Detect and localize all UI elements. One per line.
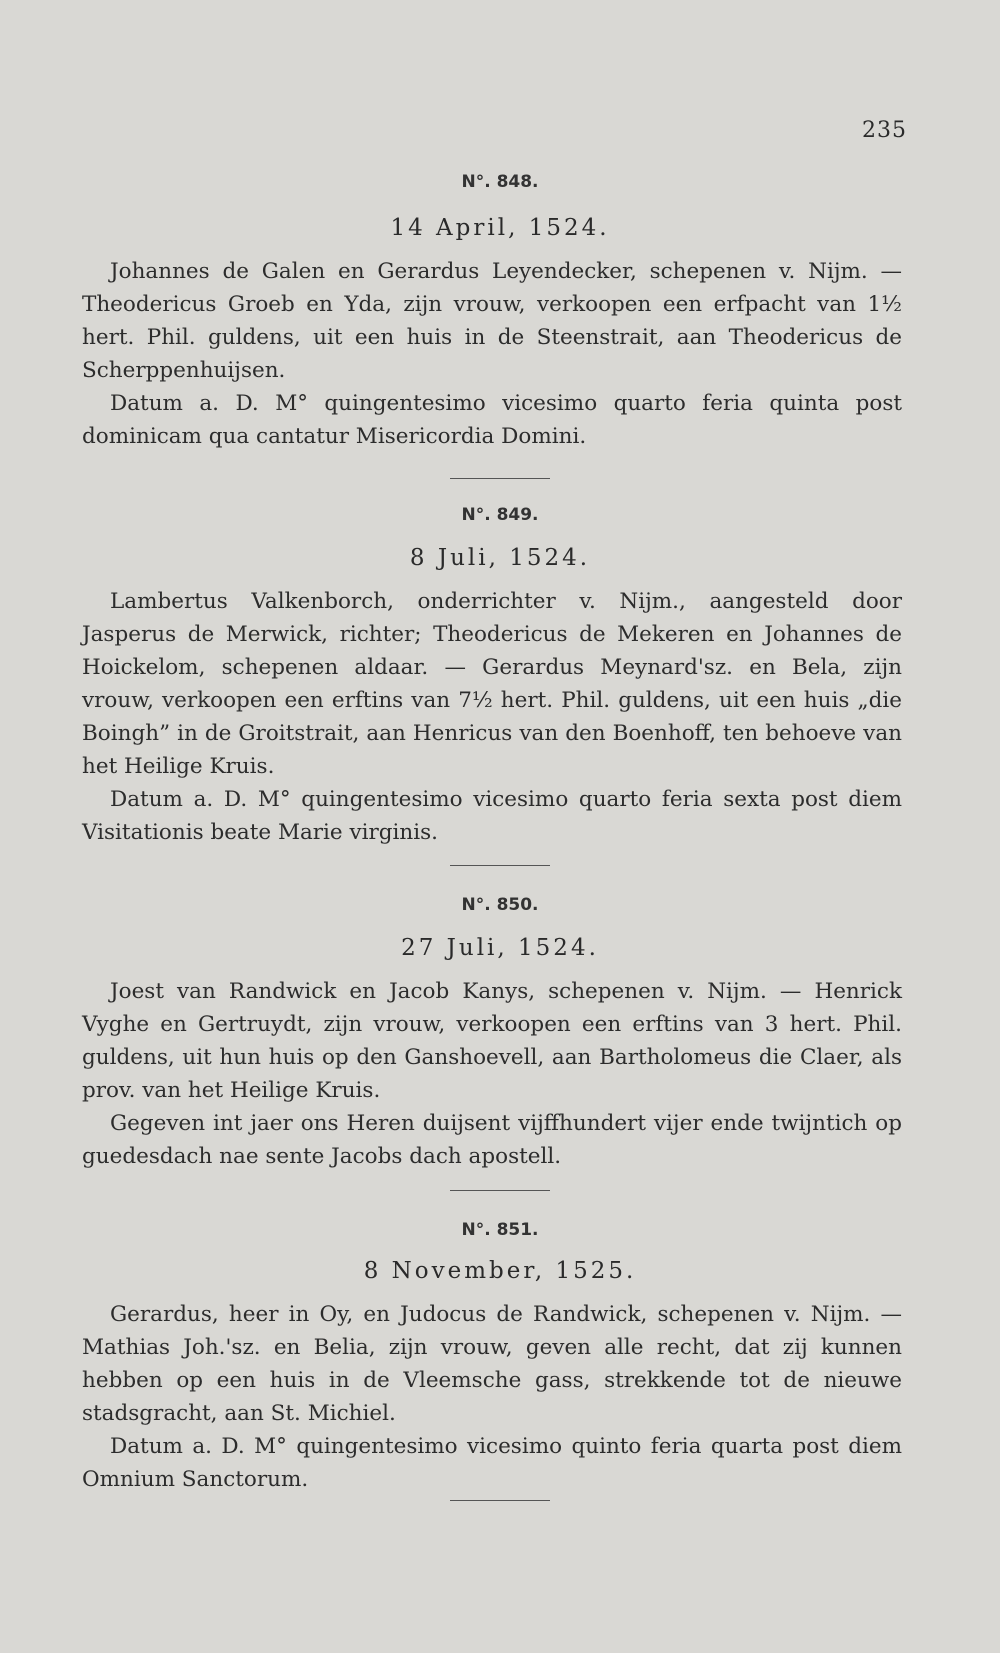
entry-number: N°. 850. — [461, 895, 539, 915]
page-number: 235 — [862, 118, 907, 143]
entry-number: N°. 849. — [461, 505, 539, 525]
entry-paragraph: Gegeven int jaer ons Heren duijsent vijffhundert vijer ende twijntich op guedesdach nae sente Jacobs dach apostell. — [82, 1111, 902, 1169]
entry-date: 27 Juli, 1524. — [401, 935, 599, 961]
separator-rule — [450, 865, 550, 866]
entry-paragraph: Lambertus Valkenborch, onderrichter v. Nijm., aangesteld door Jasperus de Merwick, richter; Theodericus de Mekeren en Johannes de Hoickelom, schepenen aldaar. — Gerardus Meynard'sz. en Bela, zijn vrouw, verkoopen een erftins van 7½ hert. Phil. guldens, uit een huis „die Boingh” in de Groitstrait, aan Henricus van den Boenhoff, ten behoeve van het Heilige Kruis. — [82, 589, 902, 779]
entry-body — [82, 1298, 902, 1496]
separator-rule — [450, 1500, 550, 1501]
entry-number: N°. 848. — [461, 172, 539, 192]
entry-paragraph: Joest van Randwick en Jacob Kanys, schepenen v. Nijm. — Henrick Vyghe en Gertruydt, zijn vrouw, verkoopen een erftins van 3 hert. Phil. guldens, uit hun huis op den Ganshoevell, aan Bartholomeus die Claer, als prov. van het Heilige Kruis. — [82, 979, 902, 1103]
entry-body — [82, 585, 902, 849]
entry-paragraph: Johannes de Galen en Gerardus Leyendecker, schepenen v. Nijm. — Theodericus Groeb en Yda, zijn vrouw, verkoopen een erfpacht van 1½ hert. Phil. guldens, uit een huis in de Steenstrait, aan Theodericus de Scherppenhuijsen. — [82, 259, 902, 383]
entry-paragraph: Datum a. D. M° quingentesimo vicesimo quarto feria quinta post dominicam qua cantatur Misericordia Domini. — [82, 391, 902, 449]
entry-date: 8 Juli, 1524. — [409, 545, 591, 571]
entry-body — [82, 255, 902, 453]
entry-date: 8 November, 1525. — [363, 1258, 637, 1284]
entry-paragraph: Gerardus, heer in Oy, en Judocus de Randwick, schepenen v. Nijm. — Mathias Joh.'sz. en Belia, zijn vrouw, geven alle recht, dat zij kunnen hebben op een huis in de Vleemsche gass, strekkende tot de nieuwe stadsgracht, aan St. Michiel. — [82, 1302, 902, 1426]
separator-rule — [450, 1190, 550, 1191]
entry-paragraph: Datum a. D. M° quingentesimo vicesimo quinto feria quarta post diem Omnium Sanctorum. — [82, 1434, 902, 1492]
entry-number: N°. 851. — [461, 1220, 539, 1240]
entry-body — [82, 975, 902, 1173]
separator-rule — [450, 478, 550, 479]
entry-date: 14 April, 1524. — [390, 215, 610, 241]
entry-paragraph: Datum a. D. M° quingentesimo vicesimo quarto feria sexta post diem Visitationis beate Marie virginis. — [82, 787, 902, 845]
